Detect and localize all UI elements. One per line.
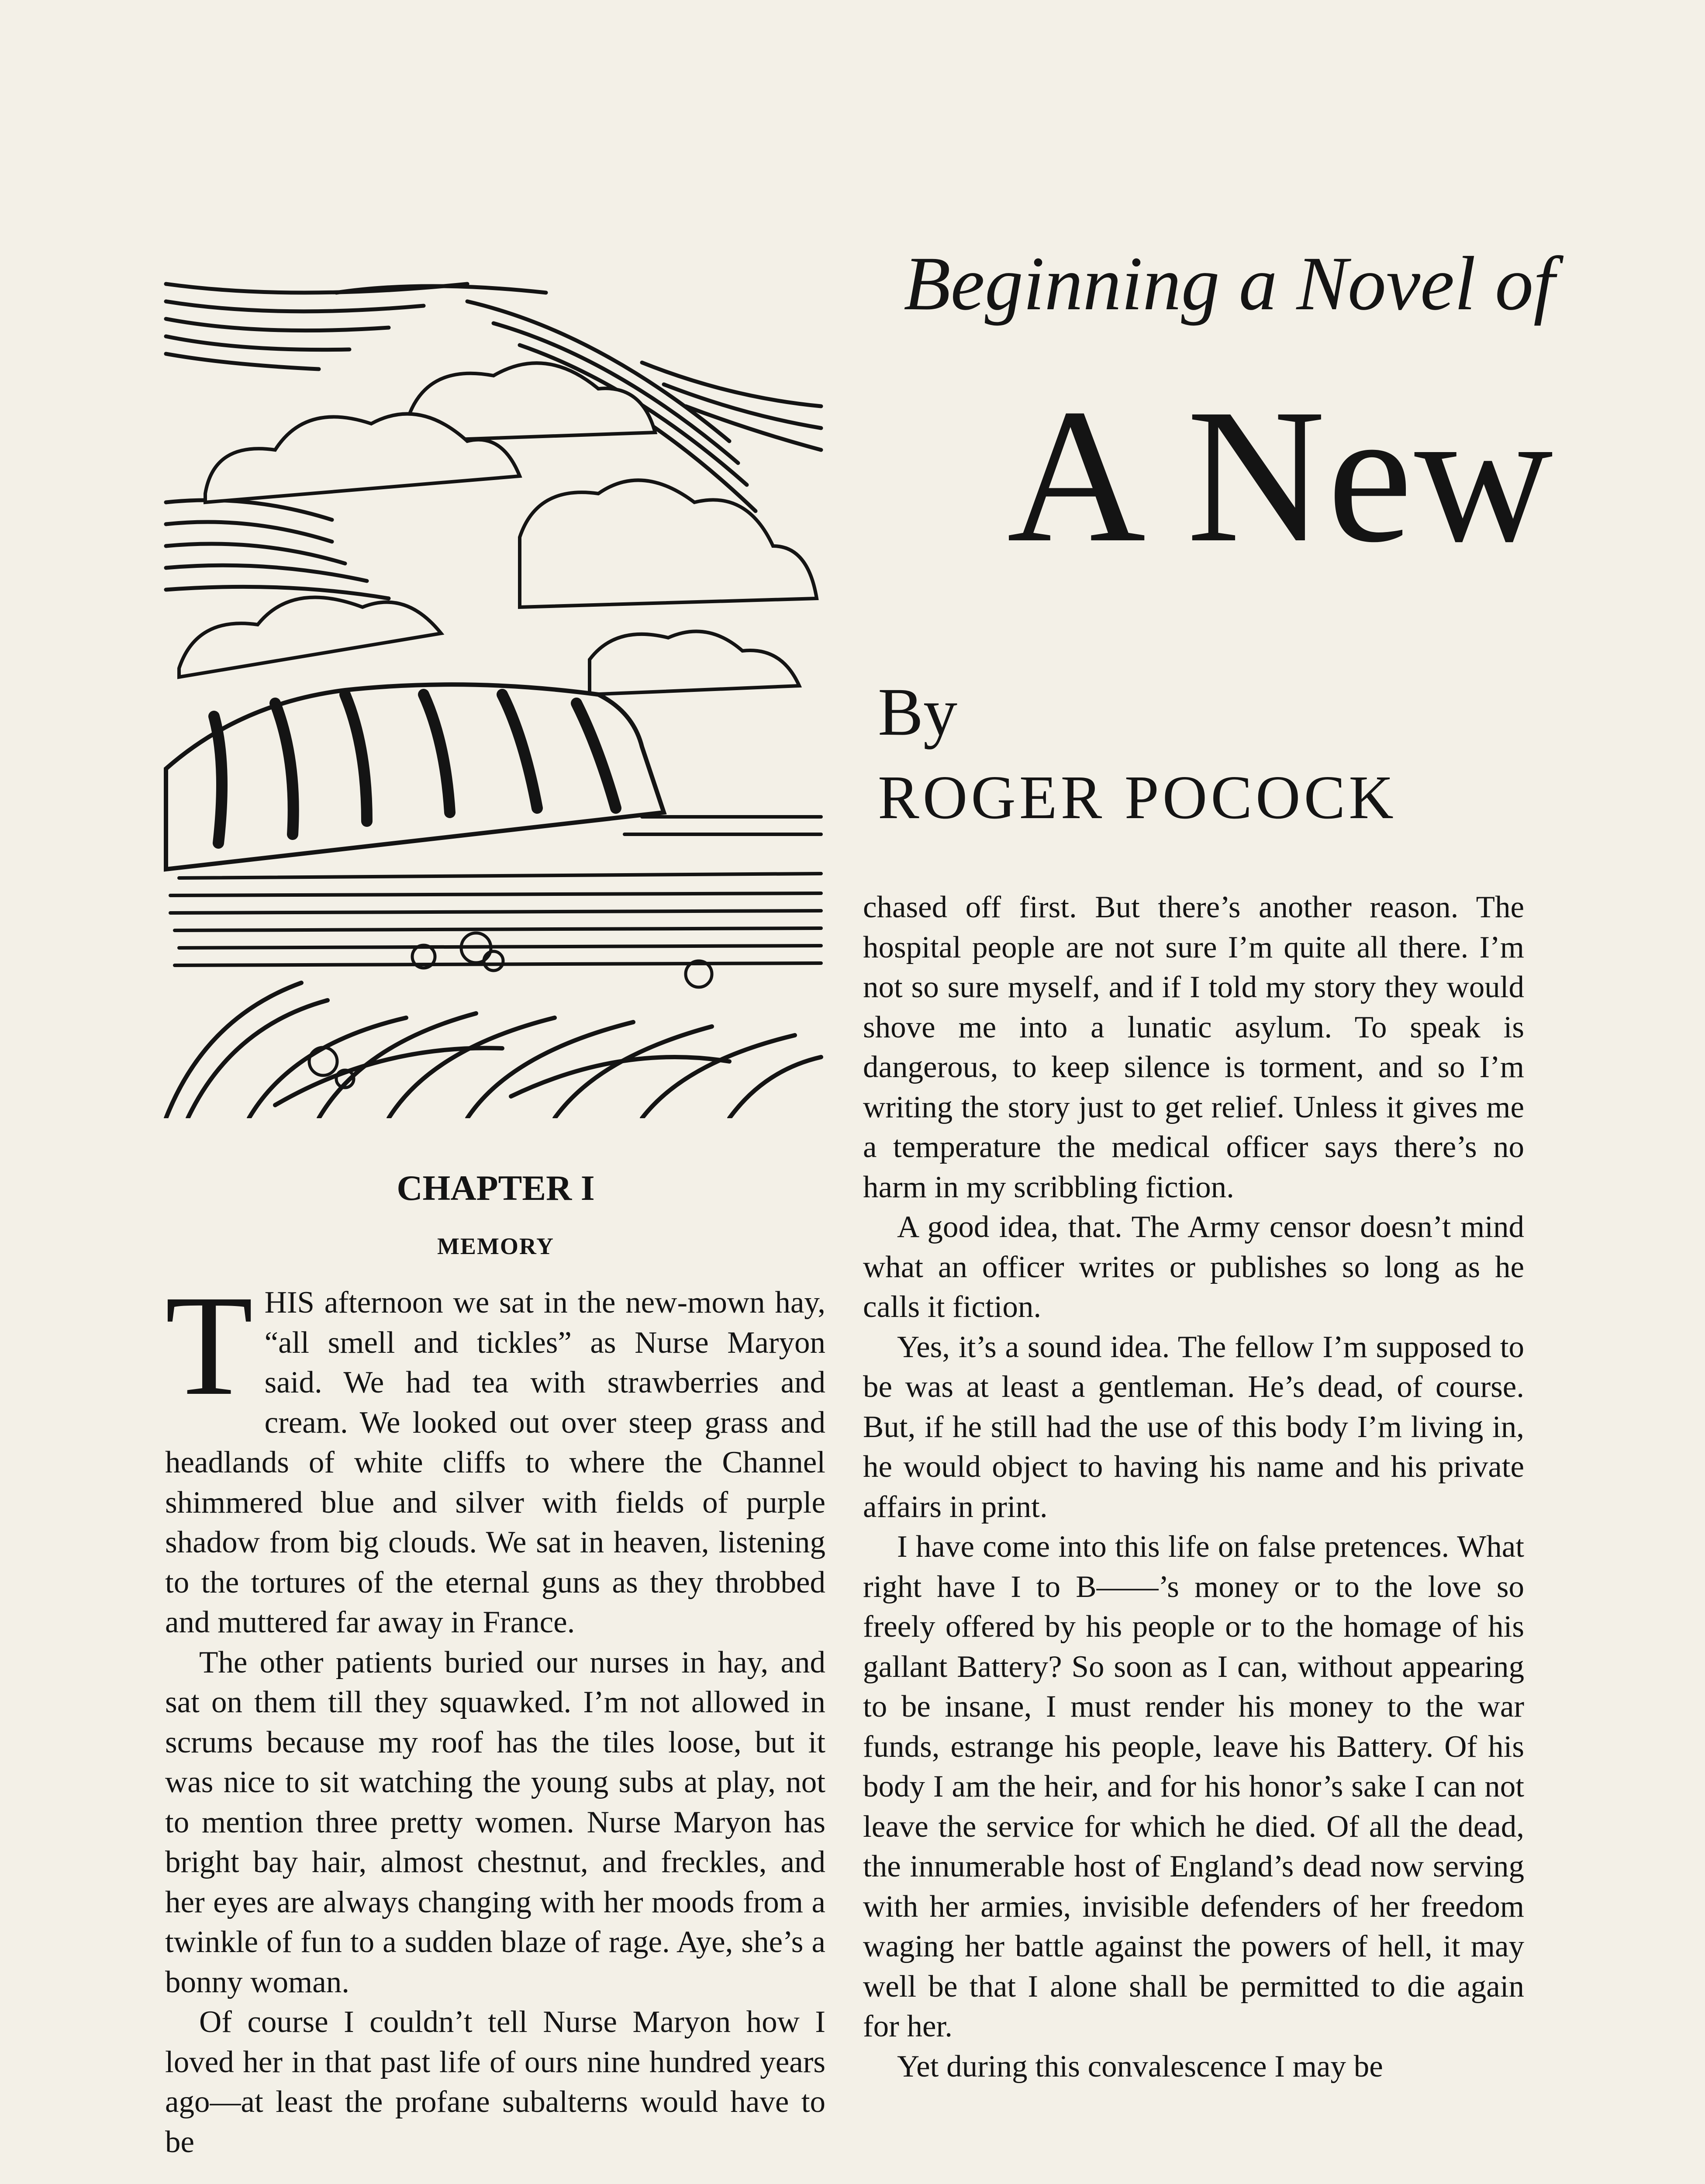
paragraph: The other patients buried our nurses in hay, and sat on them till they squawked. I’m not allowed in scrums because my roof has the tiles loose, but it was nice to sit watching the young subs at play, not to mention three pretty women. Nurse Maryon has bright bay hair, almost chestnut, and freckles, and her eyes are always changing with her moods from a twinkle of fun to a sudden blaze of rage. Aye, she’s a bonny woman. [165,1645,825,1999]
chapter-title: CHAPTER I [397,1168,595,1208]
paragraph: I have come into this life on false pretences. What right have I to B——’s money or to the love so freely offered by his people or to the homage of his gallant Battery? So soon as I can, without appearing to be insane, I must render his money to the war funds, estrange his people, leave his Battery. Of his body I am the heir, and for his honor’s sake I can not leave the service for which he died. Of all the dead, the innumerable host of England’s dead now serving with her armies, invisible defenders of her freedom waging her battle against the powers of hell, it may well be that I alone shall be permitted to die again for her. [863,1530,1524,2043]
chapter-subtitle: MEMORY [437,1233,555,1259]
coastal-cliffs-woodcut-illustration [162,275,825,1118]
paragraph: Yet during this convalescence I may be [897,2049,1383,2084]
paragraph: chased off first. But there’s another reason. The hospital people are not sure I’m quite all there. I’m not so sure myself, and if I told my story they would shove me into a lunatic asylum. To speak is dangerous, to keep silence is torment, and so I’m writing the story just to get relief. Unless it gives me a temperature the medical officer says there’s no harm in my scribbling fiction. [863,890,1524,1204]
paragraph: A good idea, that. The Army censor doesn’t mind what an officer writes or publishes so long as he calls it fiction. [863,1210,1524,1324]
paragraph: Yes, it’s a sound idea. The fellow I’m supposed to be was at least a gentleman. He’s dead, of course. But, if he still had the use of this body I’m living in, he would object to having his name and his private affairs in print. [863,1330,1524,1524]
left-text-column [165,1266,825,2162]
paragraph-text: HIS afternoon we sat in the new-mown hay, “all smell and tickles” as Nurse Maryon said. We had tea with strawberries and cream. We looked out over steep grass and headlands of white cliffs to where the Channel shimmered blue and silver with fields of purple shadow from big clouds. We sat in heaven, listening to the tortures of the eternal guns as they throbbed and muttered far away in France. [165,1286,825,1639]
drop-cap: T [165,1266,253,1425]
paragraph: Of course I couldn’t tell Nurse Maryon how I loved her in that past life of ours nine hundred years ago—at least the profane subalterns would have to be [165,2005,825,2159]
paragraph [165,1266,825,1643]
byline-author: ROGER POCOCK [878,763,1397,832]
right-text-column [863,888,1524,2087]
byline-prefix: By [878,674,958,750]
title-kicker: Beginning a Novel of [904,241,1555,326]
page-title: A New [1007,370,1555,582]
